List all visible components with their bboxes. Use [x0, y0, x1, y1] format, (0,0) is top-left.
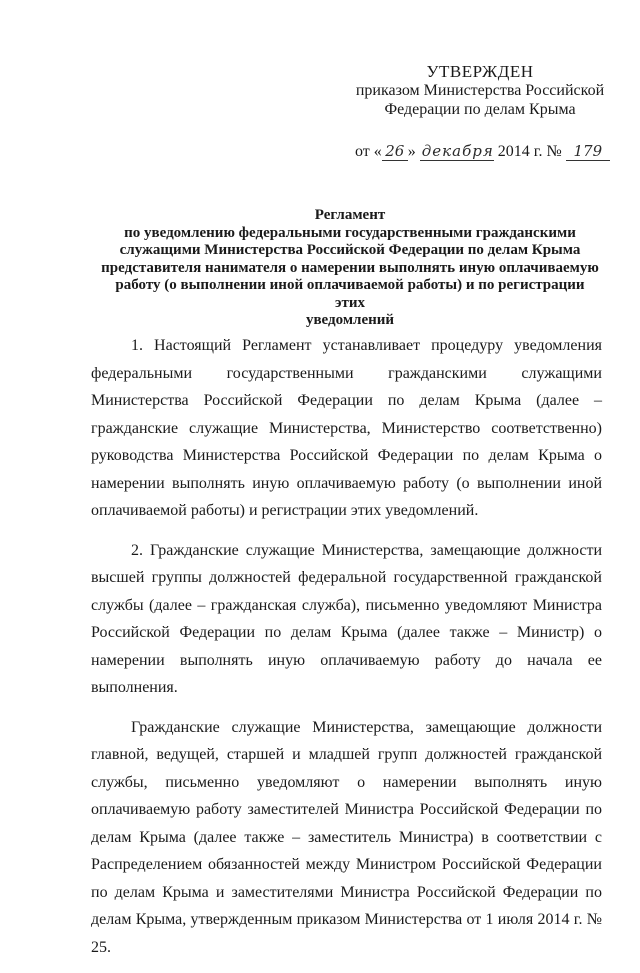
date-year: 2014 г. №: [497, 143, 562, 160]
paragraph-3: Гражданские служащие Министерства, замещающие должности главной, ведущей, старшей и младшей групп должностей гражданской службы, письменно уведомляют о намерении выполнять иную оплачиваемую работу заместителей Министра Российской Федерации по делам Крыма (далее также – заместитель Министра) в соответствии с Распределением обязанностей между Министром Российской Федерации по делам Крыма и заместителями Министра Российской Федерации по делам Крыма, утвержденным приказом Министерства от 1 июля 2014 г. № 25.: [91, 718, 602, 956]
heading-line-4: представителя нанимателя о намерении выполнять иную оплачиваемую: [101, 259, 599, 276]
document-body: [91, 332, 602, 973]
heading-line-5: работу (о выполнении иной оплачиваемой работы) и по регистрации этих: [115, 277, 585, 311]
heading-line-6: уведомлений: [305, 312, 395, 328]
paragraph-1: 1. Настоящий Регламент устанавливает процедуру уведомления федеральными государственными гражданскими служащими Министерства Российской Федерации по делам Крыма (далее – гражданские служащие Министерства, Министерство соответственно) руководства Министерства Российской Федерации по делам Крыма о намерении выполнять иную оплачиваемую работу (о выполнении иной оплачиваемой работы) и регистрации этих уведомлений.: [91, 337, 602, 519]
approval-line-2: Федерации по делам Крыма: [384, 101, 576, 118]
handwritten-day: 26: [382, 142, 408, 161]
handwritten-month: декабря: [421, 142, 494, 160]
paragraph-2: 2. Гражданские служащие Министерства, замещающие должности высшей группы должностей федеральной государственной гражданской службы (далее – гражданская служба), письменно уведомляют Министра Российской Федерации по делам Крыма (далее также – Министр) о намерении выполнять иную оплачиваемую работу до начала ее выполнения.: [91, 541, 602, 696]
date-prefix: от «: [355, 143, 382, 160]
approval-date-line: [355, 142, 615, 161]
heading-line-2: по уведомлению федеральными государственными гражданскими: [124, 224, 576, 241]
date-separator: »: [407, 143, 416, 160]
heading-line-1: Регламент: [314, 207, 386, 223]
approval-line-1: приказом Министерства Российской: [355, 82, 605, 99]
approval-title: УТВЕРЖДЕН: [426, 62, 534, 81]
approval-block: [340, 62, 620, 119]
heading-line-3: служащими Министерства Российской Федерации по делам Крыма: [119, 242, 581, 258]
document-heading: [100, 207, 600, 330]
handwritten-order-number: 179: [566, 142, 610, 161]
